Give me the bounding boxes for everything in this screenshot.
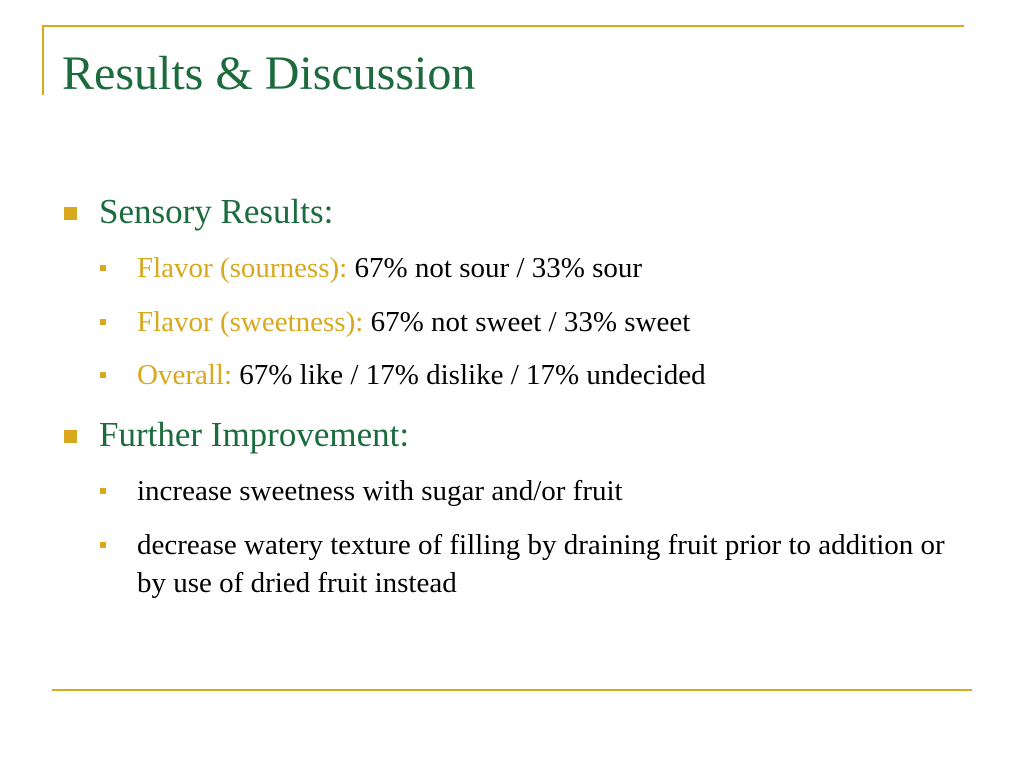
- item-label: Flavor (sweetness):: [137, 306, 364, 338]
- small-square-bullet-icon: [100, 372, 106, 378]
- item-label: Flavor (sourness):: [137, 252, 348, 284]
- section-heading: Further Improvement:: [99, 415, 410, 454]
- item-value: 67% not sour / 33% sour: [354, 252, 643, 284]
- frame-top-line: [42, 25, 964, 27]
- item-value: 67% like / 17% dislike / 17% undecided: [239, 359, 706, 391]
- item-text: decrease watery texture of filling by draining fruit prior to addition or by use of dried fruit instead: [137, 529, 945, 599]
- item-label: Overall:: [137, 359, 233, 391]
- section-heading: Sensory Results:: [99, 192, 334, 231]
- small-square-bullet-icon: [100, 488, 106, 494]
- frame-left-line: [42, 25, 44, 95]
- slide-title: Results & Discussion: [62, 47, 476, 100]
- small-square-bullet-icon: [100, 265, 106, 271]
- small-square-bullet-icon: [100, 319, 106, 325]
- square-bullet-icon: [64, 207, 77, 220]
- item-text: increase sweetness with sugar and/or fruit: [137, 475, 623, 507]
- item-value: 67% not sweet / 33% sweet: [370, 306, 691, 338]
- small-square-bullet-icon: [100, 542, 106, 548]
- square-bullet-icon: [64, 430, 77, 443]
- footer-line: [52, 689, 972, 691]
